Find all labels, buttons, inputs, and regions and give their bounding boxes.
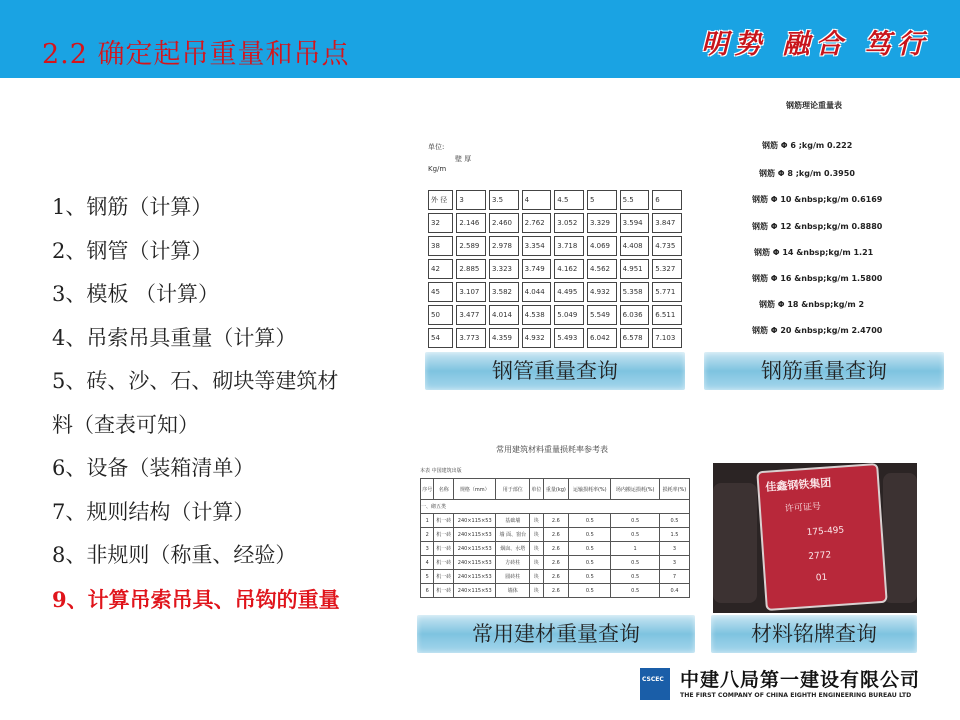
table-cell: 烟囱、水塔 (496, 542, 530, 556)
unit-label: 单位: (428, 143, 445, 151)
pipe-table-grid (425, 187, 685, 351)
table-cell: 4.735 (652, 236, 682, 256)
rebar-shape (883, 473, 917, 603)
table-cell: 5.771 (652, 282, 682, 302)
rebar-row: 钢筋 Φ 14 &nbsp;kg/m 1.21 (754, 248, 874, 257)
table-cell: 0.5 (611, 514, 659, 528)
rebar-weight-table (704, 0, 944, 352)
rebar-weight-query-button[interactable]: 钢筋重量查询 (704, 352, 944, 390)
table-cell: 0.5 (611, 556, 659, 570)
table-cell: 4.951 (620, 259, 650, 279)
table-cell: 外 径 (428, 190, 453, 210)
list-item: 8、非规则（称重、经验） (52, 543, 297, 567)
table-cell: 3.354 (522, 236, 552, 256)
table-cell: 0.5 (611, 528, 659, 542)
table-row (428, 236, 682, 256)
table-cell: 6.036 (620, 305, 650, 325)
table-cell: 3.5 (489, 190, 519, 210)
list-item: 料（查表可知） (52, 412, 199, 437)
table-cell: 4.932 (522, 328, 552, 348)
rebar-row: 钢筋 Φ 6 ;kg/m 0.222 (762, 141, 853, 150)
table-cell: 240×115×53 (453, 584, 496, 598)
table-cell: 5.493 (554, 328, 584, 348)
rebar-row: 钢筋 Φ 10 &nbsp;kg/m 0.6169 (752, 195, 883, 204)
table-cell: 圆砖柱 (496, 570, 530, 584)
materials-weight-query-button[interactable]: 常用建材重量查询 (417, 615, 695, 653)
table-cell: 0.5 (569, 556, 611, 570)
materials-table-title: 常用建筑材料重量损耗率参考表 (496, 445, 608, 454)
table-cell: 42 (428, 259, 453, 279)
pipe-weight-query-button[interactable]: 钢管重量查询 (425, 352, 685, 390)
slogan: 明势 融合 笃行 (701, 29, 930, 60)
table-cell: 7.103 (652, 328, 682, 348)
table-cell: 基础墙 (496, 514, 530, 528)
table-cell: 7 (659, 570, 689, 584)
table-cell: 单位 (530, 479, 543, 500)
pipe-weight-table (425, 140, 685, 355)
table-cell: 用于部位 (496, 479, 530, 500)
table-cell: 1 (421, 514, 434, 528)
table-cell: 0.5 (569, 542, 611, 556)
table-cell: 4 (421, 556, 434, 570)
table-section-row (421, 500, 690, 514)
table-cell: 3.582 (489, 282, 519, 302)
table-cell: 3.323 (489, 259, 519, 279)
nameplate-line: 许可证号 (784, 502, 822, 515)
table-row (421, 570, 690, 584)
list-item: 9、计算吊索吊具、吊钩的重量 (52, 586, 340, 612)
table-cell: 2.6 (543, 556, 569, 570)
table-cell: 6.578 (620, 328, 650, 348)
table-cell: 38 (428, 236, 453, 256)
table-cell: 4.562 (587, 259, 617, 279)
nameplate-photo (713, 463, 917, 613)
table-cell: 0.4 (659, 584, 689, 598)
table-cell: 名称 (434, 479, 454, 500)
table-cell: 2.146 (456, 213, 486, 233)
table-cell: 块 (530, 584, 543, 598)
table-cell: 2.460 (489, 213, 519, 233)
list-item: 1、钢筋（计算） (52, 195, 213, 219)
rebar-shape (713, 483, 757, 603)
table-cell: 场内搬运损耗(%) (611, 479, 659, 500)
list-item: 5、砖、沙、石、砌块等建筑材 (52, 369, 339, 393)
thickness-label: 壁 厚 (455, 155, 472, 163)
company-name-en: THE FIRST COMPANY OF CHINA EIGHTH ENGINEERING BUREAU LTD (680, 692, 912, 699)
table-cell: 规格（mm） (453, 479, 496, 500)
table-cell: 损耗率(%) (659, 479, 689, 500)
materials-table-grid (420, 478, 690, 598)
table-cell: 240×115×53 (453, 514, 496, 528)
list-item: 4、吊索吊具重量（计算） (52, 325, 297, 350)
rebar-row: 钢筋 Φ 8 ;kg/m 0.3950 (759, 169, 855, 178)
table-cell: 2.6 (543, 570, 569, 584)
table-cell: 3 (421, 542, 434, 556)
table-cell: 4.044 (522, 282, 552, 302)
logo-text: CSCEC (642, 676, 664, 683)
table-cell: 2.6 (543, 528, 569, 542)
table-cell: 3.594 (620, 213, 650, 233)
table-cell: 1.5 (659, 528, 689, 542)
materials-table-subtitle: 本表 中国建筑出版 (420, 468, 462, 474)
table-cell: 机一砖 (434, 570, 454, 584)
table-row (428, 259, 682, 279)
weight-method-list (52, 186, 392, 621)
table-section-label: 一、砌五类 (421, 500, 690, 514)
table-cell: 5.049 (554, 305, 584, 325)
table-cell: 3.773 (456, 328, 486, 348)
table-row (421, 514, 690, 528)
table-cell: 2.589 (456, 236, 486, 256)
table-cell: 方砖柱 (496, 556, 530, 570)
rebar-row: 钢筋 Φ 18 &nbsp;kg/m 2 (759, 300, 865, 309)
table-cell: 6.042 (587, 328, 617, 348)
table-cell: 0.5 (569, 528, 611, 542)
table-row (421, 584, 690, 598)
table-cell: 54 (428, 328, 453, 348)
table-cell: 机一砖 (434, 528, 454, 542)
table-cell: 块 (530, 556, 543, 570)
table-cell: 240×115×53 (453, 528, 496, 542)
rebar-row: 钢筋 Φ 16 &nbsp;kg/m 1.5800 (752, 274, 883, 283)
list-item: 3、模板 （计算） (52, 282, 220, 306)
table-cell: 机一砖 (434, 514, 454, 528)
table-cell: 3.749 (522, 259, 552, 279)
table-cell: 机一砖 (434, 584, 454, 598)
table-cell: 3 (659, 542, 689, 556)
table-cell: 50 (428, 305, 453, 325)
rebar-table-title: 钢筋理论重量表 (786, 101, 842, 110)
rebar-row: 钢筋 Φ 12 &nbsp;kg/m 0.8880 (752, 222, 883, 231)
table-row (421, 479, 690, 500)
company-name-cn: 中建八局第一建设有限公司 (680, 669, 921, 691)
table-row (428, 282, 682, 302)
table-cell: 4.014 (489, 305, 519, 325)
table-cell: 3.329 (587, 213, 617, 233)
table-cell: 0.5 (569, 570, 611, 584)
table-cell: 序号 (421, 479, 434, 500)
rebar-row: 钢筋 Φ 20 &nbsp;kg/m 2.4700 (752, 326, 883, 335)
table-cell: 5.549 (587, 305, 617, 325)
table-cell: 重量(kg) (543, 479, 569, 500)
table-cell: 0.5 (659, 514, 689, 528)
table-row (421, 542, 690, 556)
table-cell: 6 (652, 190, 682, 210)
nameplate-line: 01 (815, 572, 828, 584)
table-cell: 0.5 (569, 514, 611, 528)
table-cell: 2.6 (543, 542, 569, 556)
table-cell: 4.359 (489, 328, 519, 348)
table-row (421, 528, 690, 542)
table-cell: 5.5 (620, 190, 650, 210)
list-item: 7、规则结构（计算） (52, 499, 255, 524)
table-cell: 240×115×53 (453, 542, 496, 556)
nameplate-heading: 佳鑫钢铁集团 (764, 476, 832, 494)
table-cell: 块 (530, 570, 543, 584)
table-cell: 240×115×53 (453, 556, 496, 570)
table-cell: 5 (421, 570, 434, 584)
table-cell: 2.762 (522, 213, 552, 233)
nameplate-line: 175-495 (806, 525, 845, 539)
table-cell: 机一砖 (434, 542, 454, 556)
table-cell: 3 (659, 556, 689, 570)
table-cell: 4.5 (554, 190, 584, 210)
table-cell: 1 (611, 542, 659, 556)
table-row (428, 328, 682, 348)
table-cell: 2.885 (456, 259, 486, 279)
table-cell: 0.5 (611, 570, 659, 584)
table-cell: 4.538 (522, 305, 552, 325)
table-cell: 墙体 (496, 584, 530, 598)
table-cell: 块 (530, 528, 543, 542)
table-cell: 3.847 (652, 213, 682, 233)
table-cell: 3 (456, 190, 486, 210)
table-cell: 0.5 (569, 584, 611, 598)
table-cell: 5.327 (652, 259, 682, 279)
unit-value: Kg/m (428, 165, 447, 173)
page-title: 2.2 确定起吊重量和吊点 (42, 39, 350, 70)
table-cell: 4.932 (587, 282, 617, 302)
table-cell: 墙 面、窗台 (496, 528, 530, 542)
table-cell: 4.069 (587, 236, 617, 256)
table-cell: 3.052 (554, 213, 584, 233)
table-cell: 240×115×53 (453, 570, 496, 584)
table-cell: 45 (428, 282, 453, 302)
table-cell: 6.511 (652, 305, 682, 325)
table-cell: 4.408 (620, 236, 650, 256)
list-item: 2、钢管（计算） (52, 238, 213, 263)
table-cell: 4.495 (554, 282, 584, 302)
table-cell: 块 (530, 514, 543, 528)
materials-loss-table (417, 440, 695, 620)
list-item: 6、设备（装箱清单） (52, 456, 255, 480)
table-cell: 2.6 (543, 514, 569, 528)
table-cell: 32 (428, 213, 453, 233)
table-cell: 2 (421, 528, 434, 542)
company-logo (640, 668, 670, 700)
table-cell: 2.978 (489, 236, 519, 256)
table-cell: 4 (522, 190, 552, 210)
table-cell: 机一砖 (434, 556, 454, 570)
nameplate-query-button[interactable]: 材料铭牌查询 (711, 615, 917, 653)
table-cell: 5.358 (620, 282, 650, 302)
table-cell: 运输损耗率(%) (569, 479, 611, 500)
table-cell: 5 (587, 190, 617, 210)
table-cell: 3.477 (456, 305, 486, 325)
table-cell: 3.718 (554, 236, 584, 256)
table-row (428, 213, 682, 233)
nameplate-tag (756, 463, 887, 611)
table-cell: 0.5 (611, 584, 659, 598)
table-row (428, 190, 682, 210)
table-cell: 6 (421, 584, 434, 598)
table-row (421, 556, 690, 570)
table-cell: 4.162 (554, 259, 584, 279)
table-cell: 3.107 (456, 282, 486, 302)
nameplate-line: 2772 (808, 550, 832, 562)
table-cell: 块 (530, 542, 543, 556)
table-cell: 2.6 (543, 584, 569, 598)
table-row (428, 305, 682, 325)
